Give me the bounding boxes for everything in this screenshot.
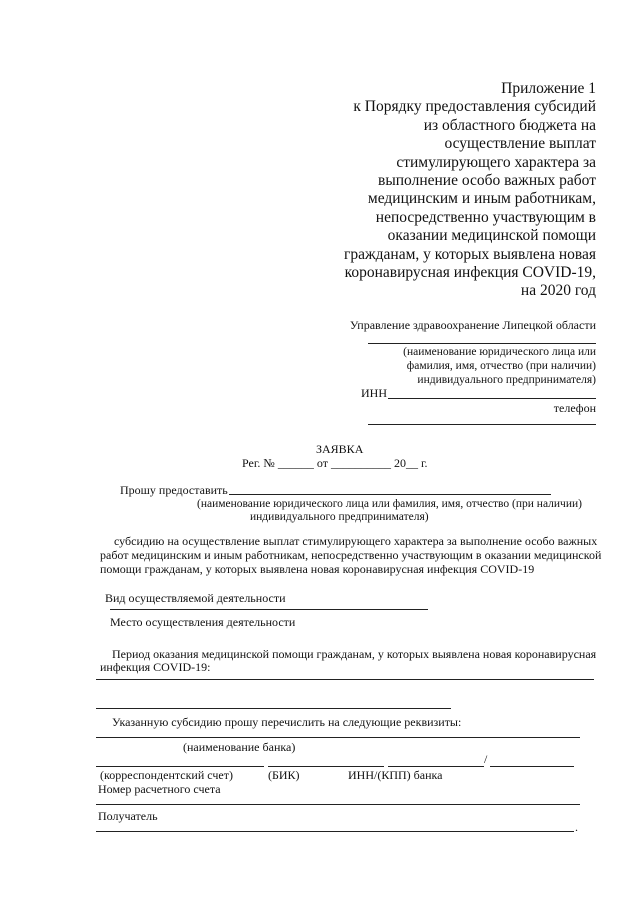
period-line bbox=[96, 708, 451, 709]
bik-line bbox=[268, 766, 384, 767]
account-line bbox=[96, 804, 580, 805]
appendix-line: осуществление выплат bbox=[444, 135, 596, 153]
kpp-bank-line bbox=[490, 766, 574, 767]
end-dot: . bbox=[575, 820, 578, 834]
appendix-line: на 2020 год bbox=[520, 282, 596, 300]
activity-type-line bbox=[110, 609, 428, 610]
recipient-hint: (наименование юридического лица или bbox=[403, 346, 596, 358]
appendix-header bbox=[344, 80, 596, 301]
bik-hint: (БИК) bbox=[268, 768, 300, 782]
appendix-line: выполнение особо важных работ bbox=[378, 172, 596, 190]
appendix-line: стимулирующего характера за bbox=[396, 153, 596, 171]
period-line bbox=[96, 679, 594, 680]
requisites-intro: Указанную субсидию прошу перечислить на следующие реквизиты: bbox=[112, 715, 462, 729]
recipient-hint: фамилия, имя, отчество (при наличии) bbox=[406, 360, 596, 372]
period-text: Период оказания медицинской помощи гражданам, у которых выявлена новая коронавирусная bbox=[112, 647, 597, 661]
phone-label: телефон bbox=[553, 401, 596, 415]
inn-line bbox=[388, 398, 596, 399]
inn-kpp-hint: ИНН/(КПП) банка bbox=[348, 768, 443, 782]
recipient-hint: индивидуального предпринимателя) bbox=[417, 374, 596, 386]
recipient-name-line bbox=[368, 343, 596, 344]
appendix-line: непосредственно участвующим в bbox=[375, 208, 596, 226]
payee-label: Получатель bbox=[98, 809, 158, 823]
request-body-line: помощи гражданам, у которых выявлена новая коронавирусная инфекция COVID-19 bbox=[100, 562, 535, 576]
period-text: инфекция COVID-19: bbox=[100, 660, 211, 674]
slash-separator: / bbox=[484, 752, 488, 766]
activity-type-label: Вид осуществляемой деятельности bbox=[105, 591, 286, 605]
phone-line bbox=[368, 424, 596, 425]
payee-line bbox=[96, 831, 574, 832]
appendix-line: коронавирусная инфекция COVID-19, bbox=[344, 264, 596, 282]
registration-line: Рег. № ______ от __________ 20__ г. bbox=[242, 456, 428, 470]
corr-account-hint: (корреспондентский счет) bbox=[100, 768, 233, 782]
activity-place-label: Место осуществления деятельности bbox=[110, 615, 296, 629]
application-title: ЗАЯВКА bbox=[316, 442, 364, 456]
appendix-line: гражданам, у которых выявлена новая bbox=[343, 245, 596, 263]
bank-name-hint: (наименование банка) bbox=[183, 740, 296, 754]
appendix-line: к Порядку предоставления субсидий bbox=[353, 98, 596, 116]
inn-bank-line bbox=[388, 766, 484, 767]
appendix-line: из областного бюджета на bbox=[423, 116, 596, 134]
corr-account-line bbox=[96, 766, 264, 767]
account-label: Номер расчетного счета bbox=[98, 782, 221, 796]
request-name-line bbox=[229, 494, 551, 495]
appendix-line: оказании медицинской помощи bbox=[387, 227, 596, 245]
request-body-line: работ медицинским и иным работникам, непосредственно участвующим в оказании медицинской bbox=[100, 548, 602, 562]
request-hint: (наименование юридического лица или фамилия, имя, отчество (при наличии) bbox=[197, 498, 582, 510]
recipient-org: Управление здравоохранение Липецкой области bbox=[349, 318, 596, 332]
request-body-line: субсидию на осуществление выплат стимулирующего характера за выполнение особо важных bbox=[114, 534, 598, 548]
appendix-line: медицинским и иным работникам, bbox=[367, 190, 596, 208]
request-prompt: Прошу предоставить bbox=[120, 483, 228, 497]
bank-name-line bbox=[96, 737, 580, 738]
inn-label: ИНН bbox=[361, 386, 387, 400]
request-hint: индивидуального предпринимателя) bbox=[250, 511, 429, 523]
appendix-line: Приложение 1 bbox=[501, 80, 596, 97]
